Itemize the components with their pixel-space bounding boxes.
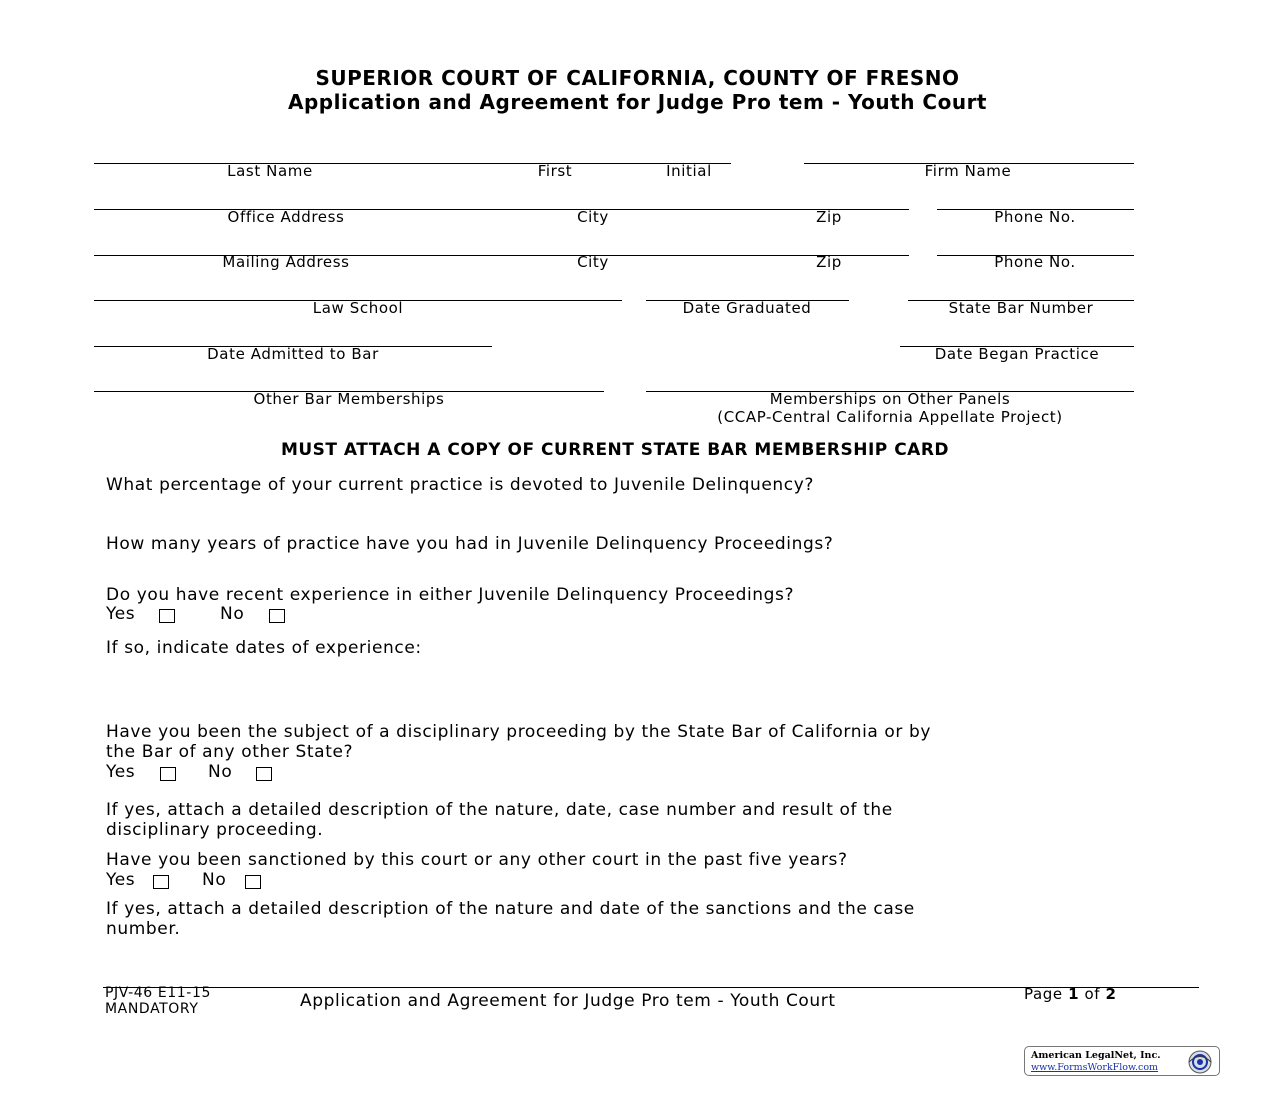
page-current: 1 (1068, 985, 1080, 1003)
date-began-practice-label: Date Began Practice (934, 345, 1100, 363)
sanctioned-no-label: No (202, 870, 227, 890)
page-total: 2 (1105, 985, 1117, 1003)
logo-company-name: American LegalNet, Inc. (1031, 1050, 1161, 1061)
date-admitted-label: Date Admitted to Bar (207, 345, 379, 363)
sanctions-note-line2: number. (106, 919, 181, 939)
page-of: of (1079, 985, 1106, 1003)
sanctioned-no-checkbox[interactable] (245, 875, 261, 889)
mailing-city-label: City (577, 253, 609, 271)
page-indicator (1024, 985, 1117, 1003)
last-name-label: Last Name (227, 162, 313, 180)
state-bar-number-label: State Bar Number (948, 299, 1094, 317)
recent-experience-yes-checkbox[interactable] (159, 609, 175, 623)
first-name-label: First (537, 162, 573, 180)
must-attach-notice: MUST ATTACH A COPY OF CURRENT STATE BAR MEMBERSHIP CARD (280, 440, 950, 460)
mailing-address-label: Mailing Address (222, 253, 350, 271)
office-city-label: City (577, 208, 609, 226)
firm-name-label: Firm Name (924, 162, 1012, 180)
office-zip-label: Zip (816, 208, 842, 226)
disciplinary-yes-checkbox[interactable] (160, 767, 176, 781)
logo-url-link[interactable]: www.FormsWorkFlow.com (1031, 1062, 1159, 1073)
question-percentage: What percentage of your current practice is devoted to Juvenile Delinquency? (106, 475, 815, 495)
court-title: SUPERIOR COURT OF CALIFORNIA, COUNTY OF FRESNO (315, 66, 960, 90)
date-graduated-label: Date Graduated (682, 299, 812, 317)
footer-title: Application and Agreement for Judge Pro tem - Youth Court (300, 991, 836, 1011)
initial-label: Initial (666, 162, 712, 180)
office-address-label: Office Address (227, 208, 345, 226)
sanctioned-yes-checkbox[interactable] (153, 875, 169, 889)
disciplinary-no-checkbox[interactable] (256, 767, 272, 781)
disciplinary-no-label: No (208, 762, 233, 782)
sanctioned-yes-label: Yes (106, 870, 136, 890)
office-phone-label: Phone No. (994, 208, 1076, 226)
name-line[interactable] (94, 163, 731, 164)
mailing-zip-label: Zip (816, 253, 842, 271)
other-panels-note: (CCAP-Central California Appellate Project) (717, 408, 1063, 426)
sanctions-note-line1: If yes, attach a detailed description of the nature and date of the sanctions and the case (106, 899, 915, 919)
page-prefix: Page (1024, 985, 1069, 1003)
question-years: How many years of practice have you had in Juvenile Delinquency Proceedings? (106, 534, 834, 554)
question-disciplinary-line2: the Bar of any other State? (106, 742, 354, 762)
mailing-phone-label: Phone No. (994, 253, 1076, 271)
disciplinary-note-line1: If yes, attach a detailed description of the nature, date, case number and result of the (106, 800, 893, 820)
question-disciplinary-line1: Have you been the subject of a disciplinary proceeding by the State Bar of California or by (106, 722, 932, 742)
question-dates-of-experience: If so, indicate dates of experience: (106, 638, 422, 658)
other-panels-label: Memberships on Other Panels (769, 390, 1011, 408)
globe-icon (1183, 1049, 1217, 1075)
mandatory-label: MANDATORY (105, 1001, 199, 1017)
question-recent-experience: Do you have recent experience in either Juvenile Delinquency Proceedings? (106, 585, 795, 605)
question-sanctioned: Have you been sanctioned by this court or any other court in the past five years? (106, 850, 848, 870)
form-title: Application and Agreement for Judge Pro tem - Youth Court (288, 90, 987, 114)
law-school-label: Law School (312, 299, 404, 317)
disciplinary-yes-label: Yes (106, 762, 136, 782)
form-code: PJV-46 E11-15 (105, 985, 211, 1001)
american-legalnet-logo[interactable] (1024, 1046, 1220, 1076)
recent-experience-yes-label: Yes (106, 604, 136, 624)
disciplinary-note-line2: disciplinary proceeding. (106, 820, 324, 840)
other-bar-label: Other Bar Memberships (253, 390, 445, 408)
recent-experience-no-label: No (220, 604, 245, 624)
recent-experience-no-checkbox[interactable] (269, 609, 285, 623)
